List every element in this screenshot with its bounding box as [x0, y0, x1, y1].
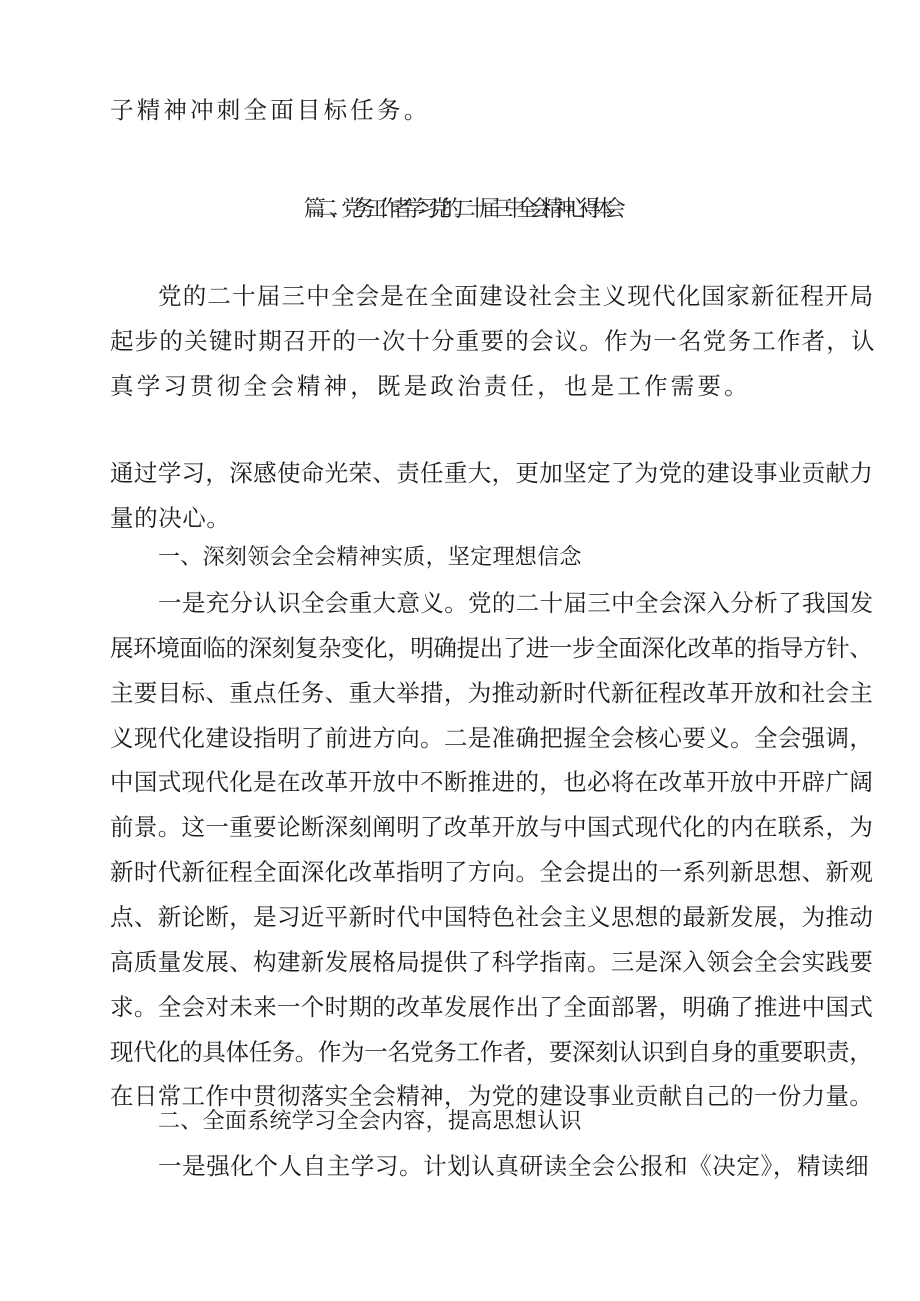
opening-line-3: 真学习贯彻全会精神，既是政治责任，也是工作需要。	[110, 372, 751, 400]
section2-line-1: 一是强化个人自主学习。计划认真研读全会公报和《决定》，精读细	[158, 1152, 870, 1180]
learning-line-1: 通过学习，深感使命光荣、责任重大，更加坚定了为党的建设事业贡献力	[110, 459, 874, 487]
section1-line-1: 一是充分认识全会重大意义。党的二十届三中全会深入分析了我国发	[158, 589, 874, 617]
learning-line-2: 量的决心。	[110, 504, 231, 532]
section1-line-10: 求。全会对未来一个时期的改革发展作出了全面部署，明确了推进中国式	[110, 993, 874, 1021]
section1-line-8: 点、新论断，是习近平新时代中国特色社会主义思想的最新发展，为推动	[110, 903, 874, 931]
section2-heading: 二、全面系统学习全会内容，提高思想认识	[158, 1109, 582, 1134]
section1-line-12: 在日常工作中贯彻落实全会精神，为党的建设事业贡献自己的一份力量。	[110, 1082, 874, 1110]
section1-line-7: 新时代新征程全面深化改革指明了方向。全会提出的一系列新思想、新观	[110, 858, 874, 886]
section1-heading: 一、深刻领会全会精神实质，坚定理想信念	[158, 545, 582, 570]
section1-line-5: 中国式现代化是在改革开放中不断推进的，也必将在改革开放中开辟广阔	[110, 768, 874, 796]
intro-tail-line: 子精神冲刺全面目标任务。	[110, 96, 431, 124]
section1-line-3: 主要目标、重点任务、重大举措，为推动新时代新征程改革开放和社会主	[110, 679, 874, 707]
opening-line-2: 起步的关键时期召开的一次十分重要的会议。作为一名党务工作者，认	[110, 327, 876, 355]
section1-line-11: 现代化的具体任务。作为一名党务工作者，要深刻认识到自身的重要职责，	[110, 1038, 873, 1066]
article-title: 篇二、党务工作者学习党的二十届三中全会精神心得体会	[303, 197, 617, 222]
section1-line-4: 义现代化建设指明了前进方向。二是准确把握全会核心要义。全会强调，	[110, 724, 874, 752]
section1-line-6: 前景。这一重要论断深刻阐明了改革开放与中国式现代化的内在联系，为	[110, 813, 874, 841]
section1-line-2: 展环境面临的深刻复杂变化，明确提出了进一步全面深化改革的指导方针、	[110, 634, 873, 662]
section1-line-9: 高质量发展、构建新发展格局提供了科学指南。三是深入领会全会实践要	[110, 948, 874, 976]
opening-line-1: 党的二十届三中全会是在全面建设社会主义现代化国家新征程开局	[158, 282, 875, 310]
